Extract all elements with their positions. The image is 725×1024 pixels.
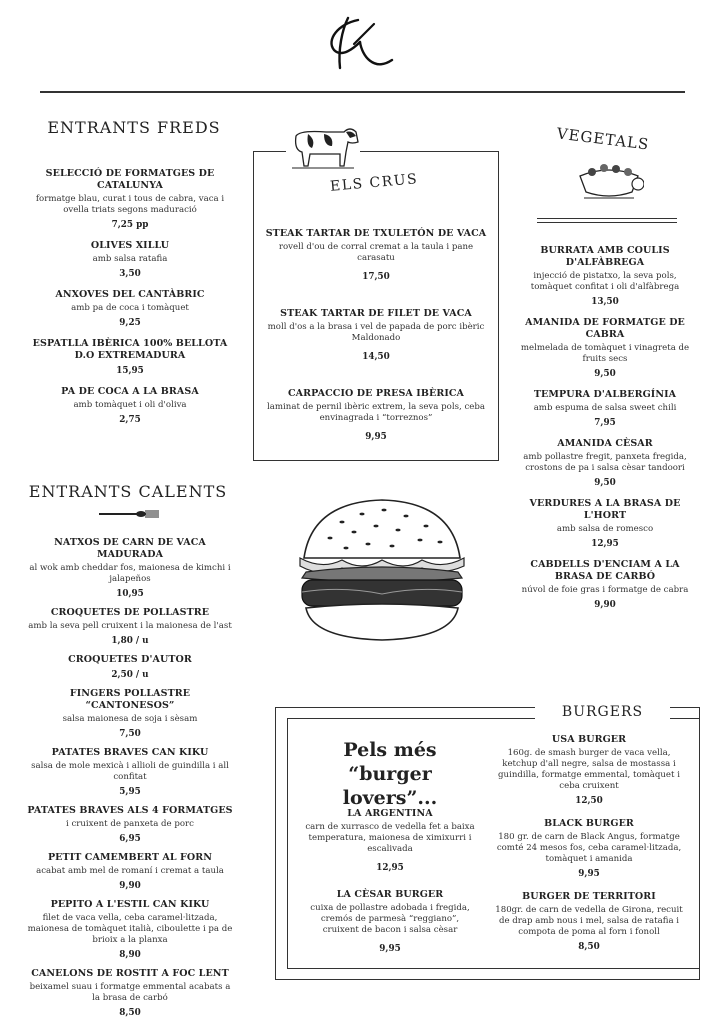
- item-desc: formatge blau, curat i tous de cabra, vaca i ovella triats segons maduració: [35, 194, 225, 215]
- item-desc: salsa maionesa de soja i sèsam: [62, 714, 198, 724]
- top-divider: [40, 91, 685, 93]
- item-name: SELECCIÓ DE FORMATGES DE CATALUNYA: [45, 168, 215, 191]
- item-name: VERDURES A LA BRASA DE L'HORT: [529, 498, 681, 521]
- item-name: CANELONS DE ROSTIT A FOC LENT: [31, 968, 229, 979]
- entrants-calents-list: [25, 537, 235, 1018]
- item-price: 12,95: [591, 539, 619, 549]
- item-price: 9,90: [119, 881, 141, 891]
- list-item: [25, 852, 235, 891]
- item-price: 12,50: [575, 796, 603, 806]
- list-item: [262, 388, 490, 442]
- item-desc: moll d'os a la brasa i vel de papada de porc ibèric Maldonado: [267, 322, 485, 343]
- item-desc: beixamel suau i formatge emmental acabats a la brasa de carbó: [29, 982, 231, 1003]
- item-name: CARPACCIO DE PRESA IBÈRICA: [288, 388, 464, 399]
- item-price: 9,90: [594, 600, 616, 610]
- list-item: [520, 245, 690, 307]
- list-item: [25, 805, 235, 844]
- els-crus-list: [262, 228, 490, 468]
- item-name: CABDELLS D'ENCIAM A LA BRASA DE CARBÓ: [530, 559, 680, 582]
- item-desc: cuixa de pollastre adobada i fregida, cremós de parmesà “reggiano”, cruixent de bacon i salsa cèsar: [310, 903, 470, 935]
- item-name: CROQUETES DE POLLASTRE: [50, 607, 210, 618]
- item-name: BURRATA AMB COULIS D'ALFÀBREGA: [540, 245, 670, 268]
- item-name: FINGERS POLLASTRE “CANTONESOS”: [69, 688, 191, 711]
- item-desc: amb salsa ratafia: [92, 254, 168, 264]
- item-price: 9,95: [379, 944, 401, 954]
- item-price: 6,95: [119, 834, 141, 844]
- list-item: [25, 240, 235, 279]
- vegetals-divider: [537, 222, 677, 223]
- list-item: [262, 228, 490, 282]
- list-item: [495, 891, 683, 952]
- item-desc: laminat de pernil ibèric extrem, la seva pols, ceba envinagrada i “torreznos”: [267, 402, 485, 423]
- list-item: [25, 289, 235, 328]
- item-price: 3,50: [119, 269, 141, 279]
- item-price: 9,50: [594, 369, 616, 379]
- item-name: STEAK TARTAR DE TXULETÓN DE VACA: [265, 228, 487, 239]
- item-price: 17,50: [362, 272, 390, 282]
- item-desc: 160g. de smash burger de vaca vella, ketchup d'all negre, salsa de mostassa i guindilla, formatge emmental, tomàquet i ceba cruixent: [498, 748, 680, 791]
- entrants-freds-list: [25, 168, 235, 435]
- entrants-calents-title: ENTRANTS CALENTS: [28, 482, 228, 501]
- list-item: [25, 688, 235, 739]
- item-price: 2,50 / u: [111, 670, 149, 680]
- item-desc: salsa de mole mexicà i allioli de guindilla i all confitat: [31, 761, 229, 782]
- list-item: [305, 889, 475, 954]
- item-desc: i cruixent de panxeta de porc: [66, 819, 194, 829]
- vegetals-title: VEGETALS: [555, 124, 651, 154]
- item-price: 14,50: [362, 352, 390, 362]
- item-price: 12,95: [376, 863, 404, 873]
- item-name: PETIT CAMEMBERT AL FORN: [47, 852, 213, 863]
- item-name: PATATES BRAVES CAN KIKU: [51, 747, 209, 758]
- list-item: [520, 559, 690, 610]
- list-item: [25, 386, 235, 425]
- fork-icon: [97, 507, 161, 521]
- burger-illustration-icon: [292, 496, 472, 646]
- item-name: AMANIDA CÈSAR: [557, 438, 653, 449]
- item-name: OLIVES XILLU: [90, 240, 170, 251]
- item-name: LA CÈSAR BURGER: [336, 889, 444, 900]
- item-desc: amb pollastre fregit, panxeta fregida, crostons de pa i salsa cèsar tandoori: [523, 452, 687, 473]
- item-desc: amb la seva pell cruixent i la maionesa de l'ast: [28, 621, 232, 631]
- list-item: [495, 734, 683, 806]
- item-desc: filet de vaca vella, ceba caramel·litzada, maionesa de tomàquet italià, ciboulette i pa de brioix a la planxa: [27, 913, 233, 945]
- list-item: [25, 747, 235, 797]
- item-price: 7,95: [594, 418, 616, 428]
- list-item: [25, 168, 235, 230]
- item-name: ESPATLLA IBÈRICA 100% BELLOTA D.O EXTREMADURA: [32, 338, 228, 361]
- item-desc: melmelada de tomàquet i vinagreta de fruits secs: [520, 343, 690, 364]
- list-item: [495, 818, 683, 879]
- vegetals-list: [520, 245, 690, 620]
- item-name: BLACK BURGER: [544, 818, 634, 829]
- item-price: 9,50: [594, 478, 616, 488]
- item-price: 8,50: [578, 942, 600, 952]
- cow-illustration-icon: [286, 122, 360, 170]
- item-desc: rovell d'ou de corral cremat a la taula i pane carasatu: [278, 242, 474, 263]
- list-item: [25, 899, 235, 960]
- entrants-freds-title: ENTRANTS FREDS: [47, 118, 221, 137]
- item-price: 5,95: [119, 787, 141, 797]
- item-name: BURGER DE TERRITORI: [522, 891, 656, 902]
- item-price: 8,50: [119, 1008, 141, 1018]
- item-name: CROQUETES D'AUTOR: [68, 654, 192, 665]
- restaurant-logo: [318, 10, 398, 76]
- burger-lovers-tagline: Pels més “burger lovers”...: [342, 739, 438, 809]
- item-price: 7,25 pp: [111, 220, 149, 230]
- item-desc: acabat amb mel de romaní i cremat a taula: [36, 866, 224, 876]
- vegetals-divider: [537, 218, 677, 219]
- els-crus-title: ELS CRUS: [329, 171, 419, 195]
- item-name: NATXOS DE CARN DE VACA MADURADA: [54, 537, 206, 560]
- item-price: 8,90: [119, 950, 141, 960]
- item-name: TEMPURA D'ALBERGÍNIA: [533, 389, 677, 400]
- item-desc: al wok amb cheddar fos, maionesa de kimchi i jalapeños: [29, 563, 231, 584]
- item-name: USA BURGER: [551, 734, 627, 745]
- list-item: [25, 607, 235, 646]
- item-price: 9,95: [578, 869, 600, 879]
- item-desc: núvol de foie gras i formatge de cabra: [521, 585, 689, 595]
- item-price: 2,75: [119, 415, 141, 425]
- list-item: [520, 498, 690, 549]
- item-desc: injecció de pistatxo, la seva pols, tomàquet confitat i oli d'alfàbrega: [530, 271, 680, 292]
- list-item: [262, 308, 490, 362]
- item-name: AMANIDA DE FORMATGE DE CABRA: [525, 317, 685, 340]
- item-price: 13,50: [591, 297, 619, 307]
- list-item: [25, 968, 235, 1018]
- item-price: 10,95: [116, 589, 144, 599]
- item-name: PEPITO A L'ESTIL CAN KIKU: [50, 899, 210, 910]
- list-item: [305, 808, 475, 873]
- item-desc: carn de xurrasco de vedella fet a baixa temperatura, maionesa de ximixurri i escalivada: [305, 822, 475, 854]
- item-price: 15,95: [116, 366, 144, 376]
- item-desc: amb tomàquet i oli d'oliva: [73, 400, 187, 410]
- list-item: [520, 317, 690, 379]
- item-name: STEAK TARTAR DE FILET DE VACA: [280, 308, 472, 319]
- burgers-right-list: [495, 734, 683, 966]
- item-desc: amb salsa de romesco: [556, 524, 654, 534]
- item-price: 1,80 / u: [111, 636, 149, 646]
- item-name: PATATES BRAVES ALS 4 FORMATGES: [27, 805, 233, 816]
- list-item: [25, 338, 235, 376]
- item-desc: amb pa de coca i tomàquet: [71, 303, 189, 313]
- list-item: [25, 654, 235, 680]
- item-name: ANXOVES DEL CANTÀBRIC: [55, 289, 205, 300]
- salad-bowl-icon: [574, 158, 644, 204]
- list-item: [520, 389, 690, 428]
- item-desc: amb espuma de salsa sweet chili: [533, 403, 677, 413]
- item-name: LA ARGENTINA: [347, 808, 433, 819]
- item-price: 9,25: [119, 318, 141, 328]
- list-item: [520, 438, 690, 488]
- burgers-title: BURGERS: [561, 704, 644, 720]
- item-name: PA DE COCA A LA BRASA: [61, 386, 199, 397]
- item-price: 9,95: [365, 432, 387, 442]
- item-desc: 180 gr. de carn de Black Angus, formatge comté 24 mesos fos, ceba caramel·litzada, tomàquet i amanida: [496, 832, 682, 864]
- item-desc: 180gr. de carn de vedella de Girona, recuit de drap amb nous i mel, salsa de ratafia i compota de poma al forn i fonoll: [495, 905, 683, 937]
- item-price: 7,50: [119, 729, 141, 739]
- list-item: [25, 537, 235, 599]
- burgers-left-list: [305, 808, 475, 968]
